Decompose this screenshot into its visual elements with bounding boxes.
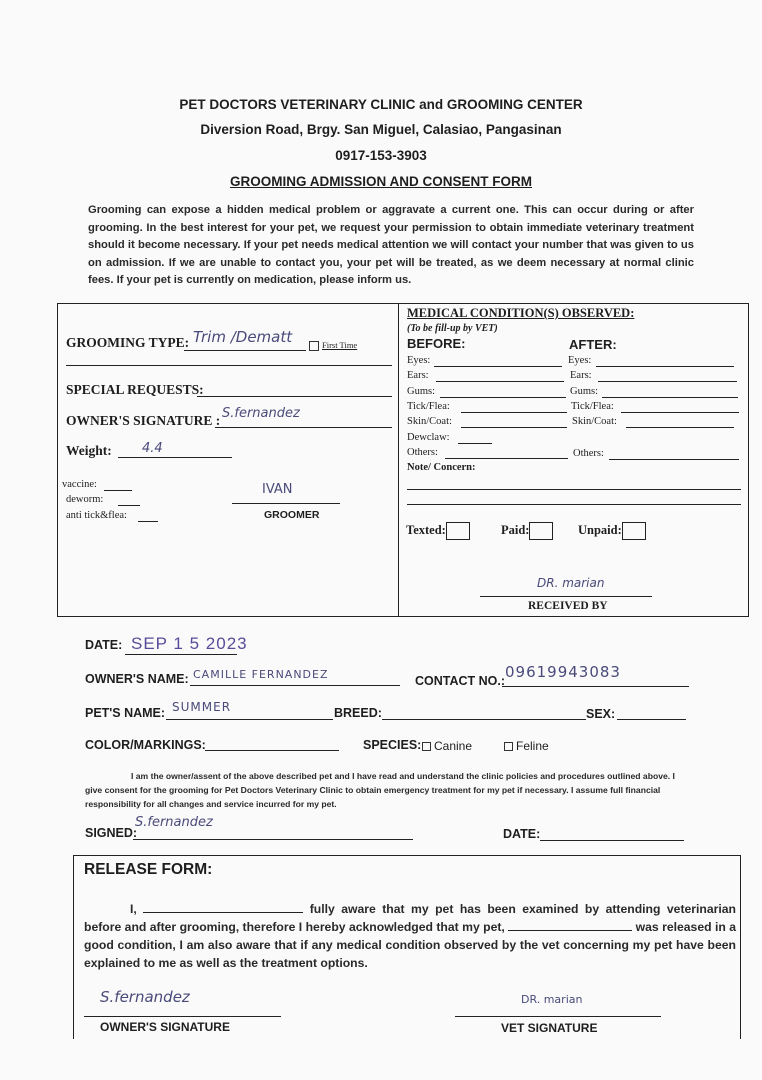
release-title: RELEASE FORM: <box>84 861 213 878</box>
grooming-type-label: GROOMING TYPE: <box>66 335 190 350</box>
owner-name-value[interactable]: CAMILLE FERNANDEZ <box>193 668 329 681</box>
paid-option[interactable] <box>501 522 553 540</box>
species-canine-option[interactable] <box>422 739 472 753</box>
after-label: AFTER: <box>569 337 617 352</box>
consent-paragraph: I am the owner/assent of the above described pet and I have read and understand the clinic policies and procedures outlined above. I give consent for the grooming for Pet Doctors Veterinary Clinic to obtain emergency treatment for my pet if necessary. I assume full financial responsibility for all changes and service incurred for my pet. <box>85 771 675 809</box>
intro-paragraph: Grooming can expose a hidden medical problem or aggravate a current one. This can occur during or after grooming. In the best interest for your pet, we request your permission to obtain immediate veterinary treatment should it become necessary. If your pet needs medical attention we will contact your number that was given to us on admission. If we are unable to contact you, your pet will be treated, as we deem necessary at normal clinic fees. If your pet is currently on medication, please inform us. <box>88 204 694 286</box>
release-owner-name-field[interactable] <box>143 901 303 913</box>
release-pet-name-field[interactable] <box>508 919 632 931</box>
grooming-type-value[interactable]: Trim /Dematt <box>193 328 293 346</box>
breed-label: BREED: <box>334 706 382 720</box>
medical-subtitle: (To be fill-up by VET) <box>407 323 498 334</box>
unpaid-checkbox[interactable] <box>622 522 646 540</box>
first-time-checkbox[interactable] <box>309 341 319 351</box>
groomer-label: GROOMER <box>264 509 320 521</box>
breed-field[interactable] <box>382 719 586 720</box>
canine-label: Canine <box>434 739 473 753</box>
date-stamp[interactable]: SEP 1 5 2023 <box>131 634 248 653</box>
color-markings-label: COLOR/MARKINGS: <box>85 738 206 752</box>
owner-signature-value[interactable]: S.fernandez <box>222 406 300 421</box>
panel-divider <box>398 303 399 616</box>
contact-value[interactable]: 09619943083 <box>505 663 621 681</box>
canine-checkbox[interactable] <box>422 742 431 751</box>
paid-checkbox[interactable] <box>529 522 553 540</box>
owner-name-label: OWNER'S NAME: <box>85 672 189 686</box>
release-owner-signature[interactable]: S.fernandez <box>100 988 190 1006</box>
feline-checkbox[interactable] <box>504 742 513 751</box>
release-paragraph: I, fully aware that my pet has been examined by attending veterinarian before and after grooming, therefore I hereby acknowledged that my pet, was released in a good condition, I am also aware that if any medical condition observed by the vet concerning my pet have been explained to me as well as the treatment options. <box>84 902 736 970</box>
after-eyes: Eyes: <box>568 355 592 366</box>
after-gums: Gums: <box>570 386 599 397</box>
after-others: Others: <box>573 448 604 459</box>
sex-field[interactable] <box>617 719 686 720</box>
feline-label: Feline <box>516 739 549 753</box>
before-others: Others: <box>407 447 438 458</box>
before-skincoat: Skin/Coat: <box>407 416 452 427</box>
vaccine-field[interactable] <box>104 490 132 491</box>
release-vet-signature[interactable]: DR. marian <box>521 993 583 1006</box>
clinic-phone: 0917-153-3903 <box>335 148 427 163</box>
weight-label: Weight: <box>66 443 112 458</box>
texted-label: Texted: <box>406 522 446 537</box>
note-line-2[interactable] <box>407 504 741 505</box>
special-requests-field[interactable] <box>197 396 392 397</box>
unpaid-label: Unpaid: <box>578 522 622 537</box>
groomer-name: IVAN <box>262 482 293 497</box>
before-tickflea: Tick/Flea: <box>407 401 450 412</box>
vet-signature-caption: VET SIGNATURE <box>501 1021 598 1035</box>
owner-signature-caption: OWNER'S SIGNATURE <box>100 1020 230 1034</box>
date-label: DATE: <box>85 638 123 652</box>
unpaid-option[interactable] <box>578 522 646 540</box>
weight-value[interactable]: 4.4 <box>142 441 163 456</box>
species-feline-option[interactable] <box>504 739 549 753</box>
medical-title: MEDICAL CONDITION(S) OBSERVED: <box>407 306 635 320</box>
texted-option[interactable] <box>406 522 470 540</box>
consent-date-field[interactable] <box>540 840 684 841</box>
consent-date-label: DATE: <box>503 827 541 841</box>
pet-name-label: PET'S NAME: <box>85 706 166 720</box>
deworm-field[interactable] <box>118 505 140 506</box>
pet-name-value[interactable]: SUMMER <box>172 700 232 714</box>
species-label: SPECIES: <box>363 738 422 752</box>
color-markings-field[interactable] <box>205 750 339 751</box>
antitick-label: anti tick&flea: <box>66 510 127 521</box>
contact-label: CONTACT NO.: <box>415 674 506 688</box>
after-ears: Ears: <box>570 370 592 381</box>
received-by-signature: DR. marian <box>537 576 605 590</box>
after-tickflea: Tick/Flea: <box>571 401 614 412</box>
vaccine-label: vaccine: <box>62 479 97 490</box>
clinic-address: Diversion Road, Brgy. San Miguel, Calasiao, Pangasinan <box>200 122 562 137</box>
deworm-label: deworm: <box>66 494 104 505</box>
sex-label: SEX: <box>586 707 616 721</box>
first-time-option[interactable] <box>309 340 357 351</box>
before-ears: Ears: <box>407 370 429 381</box>
note-concern-label: Note/ Concern: <box>407 462 476 473</box>
note-line-1[interactable] <box>407 489 741 490</box>
after-skincoat: Skin/Coat: <box>572 416 617 427</box>
received-by-label: RECEIVED BY <box>528 600 608 612</box>
texted-checkbox[interactable] <box>446 522 470 540</box>
antitick-field[interactable] <box>138 521 158 522</box>
signed-value[interactable]: S.fernandez <box>135 815 213 830</box>
owner-signature-label: OWNER'S SIGNATURE : <box>66 413 221 428</box>
before-label: BEFORE: <box>407 336 466 351</box>
before-eyes: Eyes: <box>407 355 431 366</box>
before-gums: Gums: <box>407 386 436 397</box>
special-requests-label: SPECIAL REQUESTS: <box>66 382 204 397</box>
form-title: GROOMING ADMISSION AND CONSENT FORM <box>230 174 532 189</box>
signed-label: SIGNED: <box>85 826 138 840</box>
first-time-label: First Time <box>322 340 358 350</box>
clinic-name: PET DOCTORS VETERINARY CLINIC and GROOMING CENTER <box>179 97 583 112</box>
before-dewclaw: Dewclaw: <box>407 432 450 443</box>
paid-label: Paid: <box>501 522 530 537</box>
